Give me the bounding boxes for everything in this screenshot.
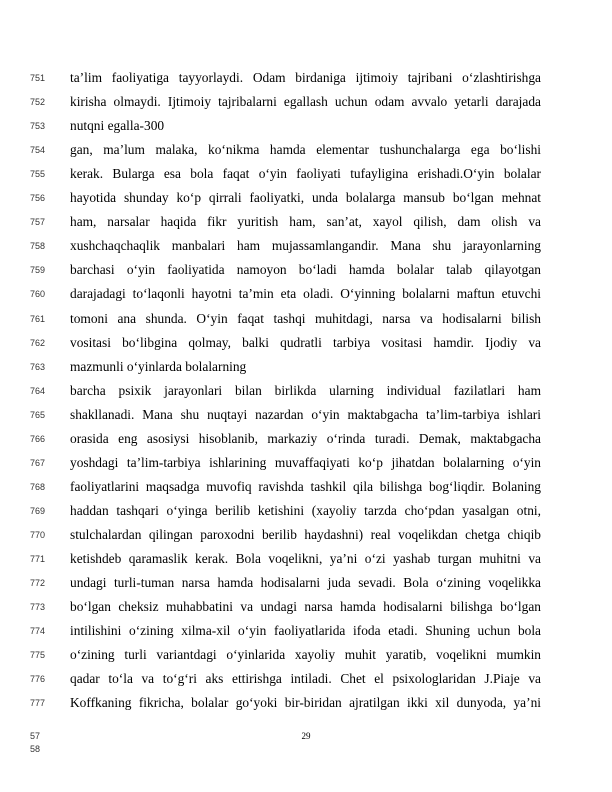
line-number: 755 <box>30 169 46 180</box>
line-text: bo‘lgan cheksiz muhabbatini va undagi narsa hamda hodisalarni bilishga bo‘lgan <box>70 599 541 615</box>
line-number: 768 <box>30 481 46 492</box>
line-number: 777 <box>30 698 46 709</box>
line-text: shakllanadi. Mana shu nuqtayi nazardan o‘yin maktabgacha ta’lim-tarbiya ishlari <box>70 406 541 422</box>
line-number: 760 <box>30 289 46 300</box>
text-line <box>0 114 612 138</box>
line-number: 762 <box>30 337 46 348</box>
line-number: 774 <box>30 626 46 637</box>
text-line <box>0 234 612 258</box>
text-line <box>0 331 612 355</box>
line-number: 759 <box>30 265 46 276</box>
text-line <box>0 571 612 595</box>
text-line <box>0 90 612 114</box>
line-number: 761 <box>30 313 46 324</box>
text-line <box>0 499 612 523</box>
text-line <box>0 162 612 186</box>
line-text: gan, ma’lum malaka, ko‘nikma hamda elementar tushunchalarga ega bo‘lishi <box>70 142 541 158</box>
line-text: kerak. Bularga esa bola faqat o‘yin faoliyati tufayligina erishadi.O‘yin bolalar <box>70 166 541 182</box>
line-number: 770 <box>30 529 46 540</box>
line-text: hayotida shunday ko‘p qirrali faoliyatki, unda bolalarga mansub bo‘lgan mehnat <box>70 190 541 206</box>
text-line <box>0 210 612 234</box>
line-text: ham, narsalar haqida fikr yuritish ham, san’at, xayol qilish, dam olish va <box>70 214 541 230</box>
line-text: barchasi o‘yin faoliyatida namoyon bo‘ladi hamda bolalar talab qilayotgan <box>70 262 541 278</box>
line-text: tomoni ana shunda. O‘yin faqat tashqi muhitdagi, narsa va hodisalarni bilish <box>70 310 541 326</box>
line-number: 757 <box>30 217 46 228</box>
line-text: barcha psixik jarayonlari bilan birlikda ularning individual fazilatlari ham <box>70 382 541 398</box>
line-number: 764 <box>30 385 46 396</box>
line-text: darajadagi to‘laqonli hayotni ta’min eta oladi. O‘yinning bolalarni maftun etuvchi <box>70 286 541 302</box>
line-number: 776 <box>30 674 46 685</box>
text-line <box>0 595 612 619</box>
line-number: 752 <box>30 97 46 108</box>
line-number: 771 <box>30 554 46 564</box>
text-line <box>0 355 612 379</box>
text-line <box>0 403 612 427</box>
text-line <box>0 258 612 282</box>
line-number: 765 <box>30 409 46 420</box>
line-number: 756 <box>30 193 46 204</box>
page-number: 29 <box>301 731 311 741</box>
line-number: 754 <box>30 145 46 156</box>
line-text: stulchalardan qilingan paroxodni berilib haydashni) real voqelikdan chetga chiqib <box>70 526 541 542</box>
line-number: 766 <box>30 433 46 444</box>
line-text: nutqni egalla-300 <box>70 118 165 134</box>
line-number: 769 <box>30 505 46 516</box>
line-text: o‘zining turli variantdagi o‘yinlarida xayoliy muhit yaratib, voqelikni mumkin <box>70 647 541 663</box>
text-line <box>0 307 612 331</box>
line-text: mazmunli o‘yinlarda bolalarning <box>70 358 247 374</box>
text-line <box>0 282 612 306</box>
text-line <box>0 138 612 162</box>
line-text: orasida eng asosiysi hisoblanib, markaziy o‘rinda turadi. Demak, maktabgacha <box>70 430 541 446</box>
line-number: 751 <box>30 73 46 83</box>
text-line <box>0 667 612 691</box>
text-line <box>0 643 612 667</box>
line-text: undagi turli-tuman narsa hamda hodisalarni juda sevadi. Bola o‘zining voqelikka <box>70 575 541 591</box>
line-text: faoliyatlarini maqsadga muvofiq ravishda tashkil qila bilishga bog‘liqdir. Bolaning <box>70 478 541 494</box>
line-number: 773 <box>30 602 46 613</box>
text-line <box>0 523 612 547</box>
line-number: 758 <box>30 241 46 252</box>
text-line <box>0 547 612 571</box>
line-text: xushchaqchaqlik manbalari ham mujassamlangandir. Mana shu jarayonlarning <box>70 238 541 254</box>
text-line <box>0 475 612 499</box>
text-line <box>0 379 612 403</box>
text-line <box>0 619 612 643</box>
line-text: haddan tashqari o‘yinga berilib ketishini (xayoliy tarzda cho‘pdan yasalgan otni, <box>70 502 541 518</box>
text-line <box>0 186 612 210</box>
line-text: Koffkaning fikricha, bolalar go‘yoki bir-biridan ajratilgan ikki xil dunyoda, ya’ni <box>70 695 541 711</box>
line-text: ketishdeb qaramaslik kerak. Bola voqelikni, ya’ni o‘zi yashab turgan muhitni va <box>70 551 541 566</box>
text-line <box>0 66 612 90</box>
line-text: yoshdagi ta’lim-tarbiya ishlarining muvaffaqiyati ko‘p jihatdan bolalarning o‘yin <box>70 454 541 470</box>
line-number: 763 <box>30 361 46 372</box>
line-number: 767 <box>30 457 46 468</box>
line-text: kirisha olmaydi. Ijtimoiy tajribalarni egallash uchun odam avvalo yetarli darajada <box>70 94 541 110</box>
text-line <box>0 427 612 451</box>
line-number: 775 <box>30 650 46 661</box>
text-line <box>0 451 612 475</box>
line-text: intilishini o‘zining xilma-xil o‘yin faoliyatlarida ifoda etadi. Shuning uchun bola <box>70 623 541 639</box>
line-text: vositasi bo‘libgina qolmay, balki qudratli tarbiya vositasi hamdir. Ijodiy va <box>70 334 541 350</box>
line-number: 772 <box>30 578 46 589</box>
text-line <box>0 691 612 715</box>
footer-line-number-b: 58 <box>30 744 41 754</box>
line-number: 753 <box>30 121 46 132</box>
footer-line-number-a: 57 <box>30 731 41 741</box>
line-text: ta’lim faoliyatiga tayyorlaydi. Odam birdaniga ijtimoiy tajribani o‘zlashtirishga <box>70 70 541 85</box>
line-text: qadar to‘la va to‘g‘ri aks ettirishga intiladi. Chet el psixologlaridan J.Piaje va <box>70 671 541 687</box>
